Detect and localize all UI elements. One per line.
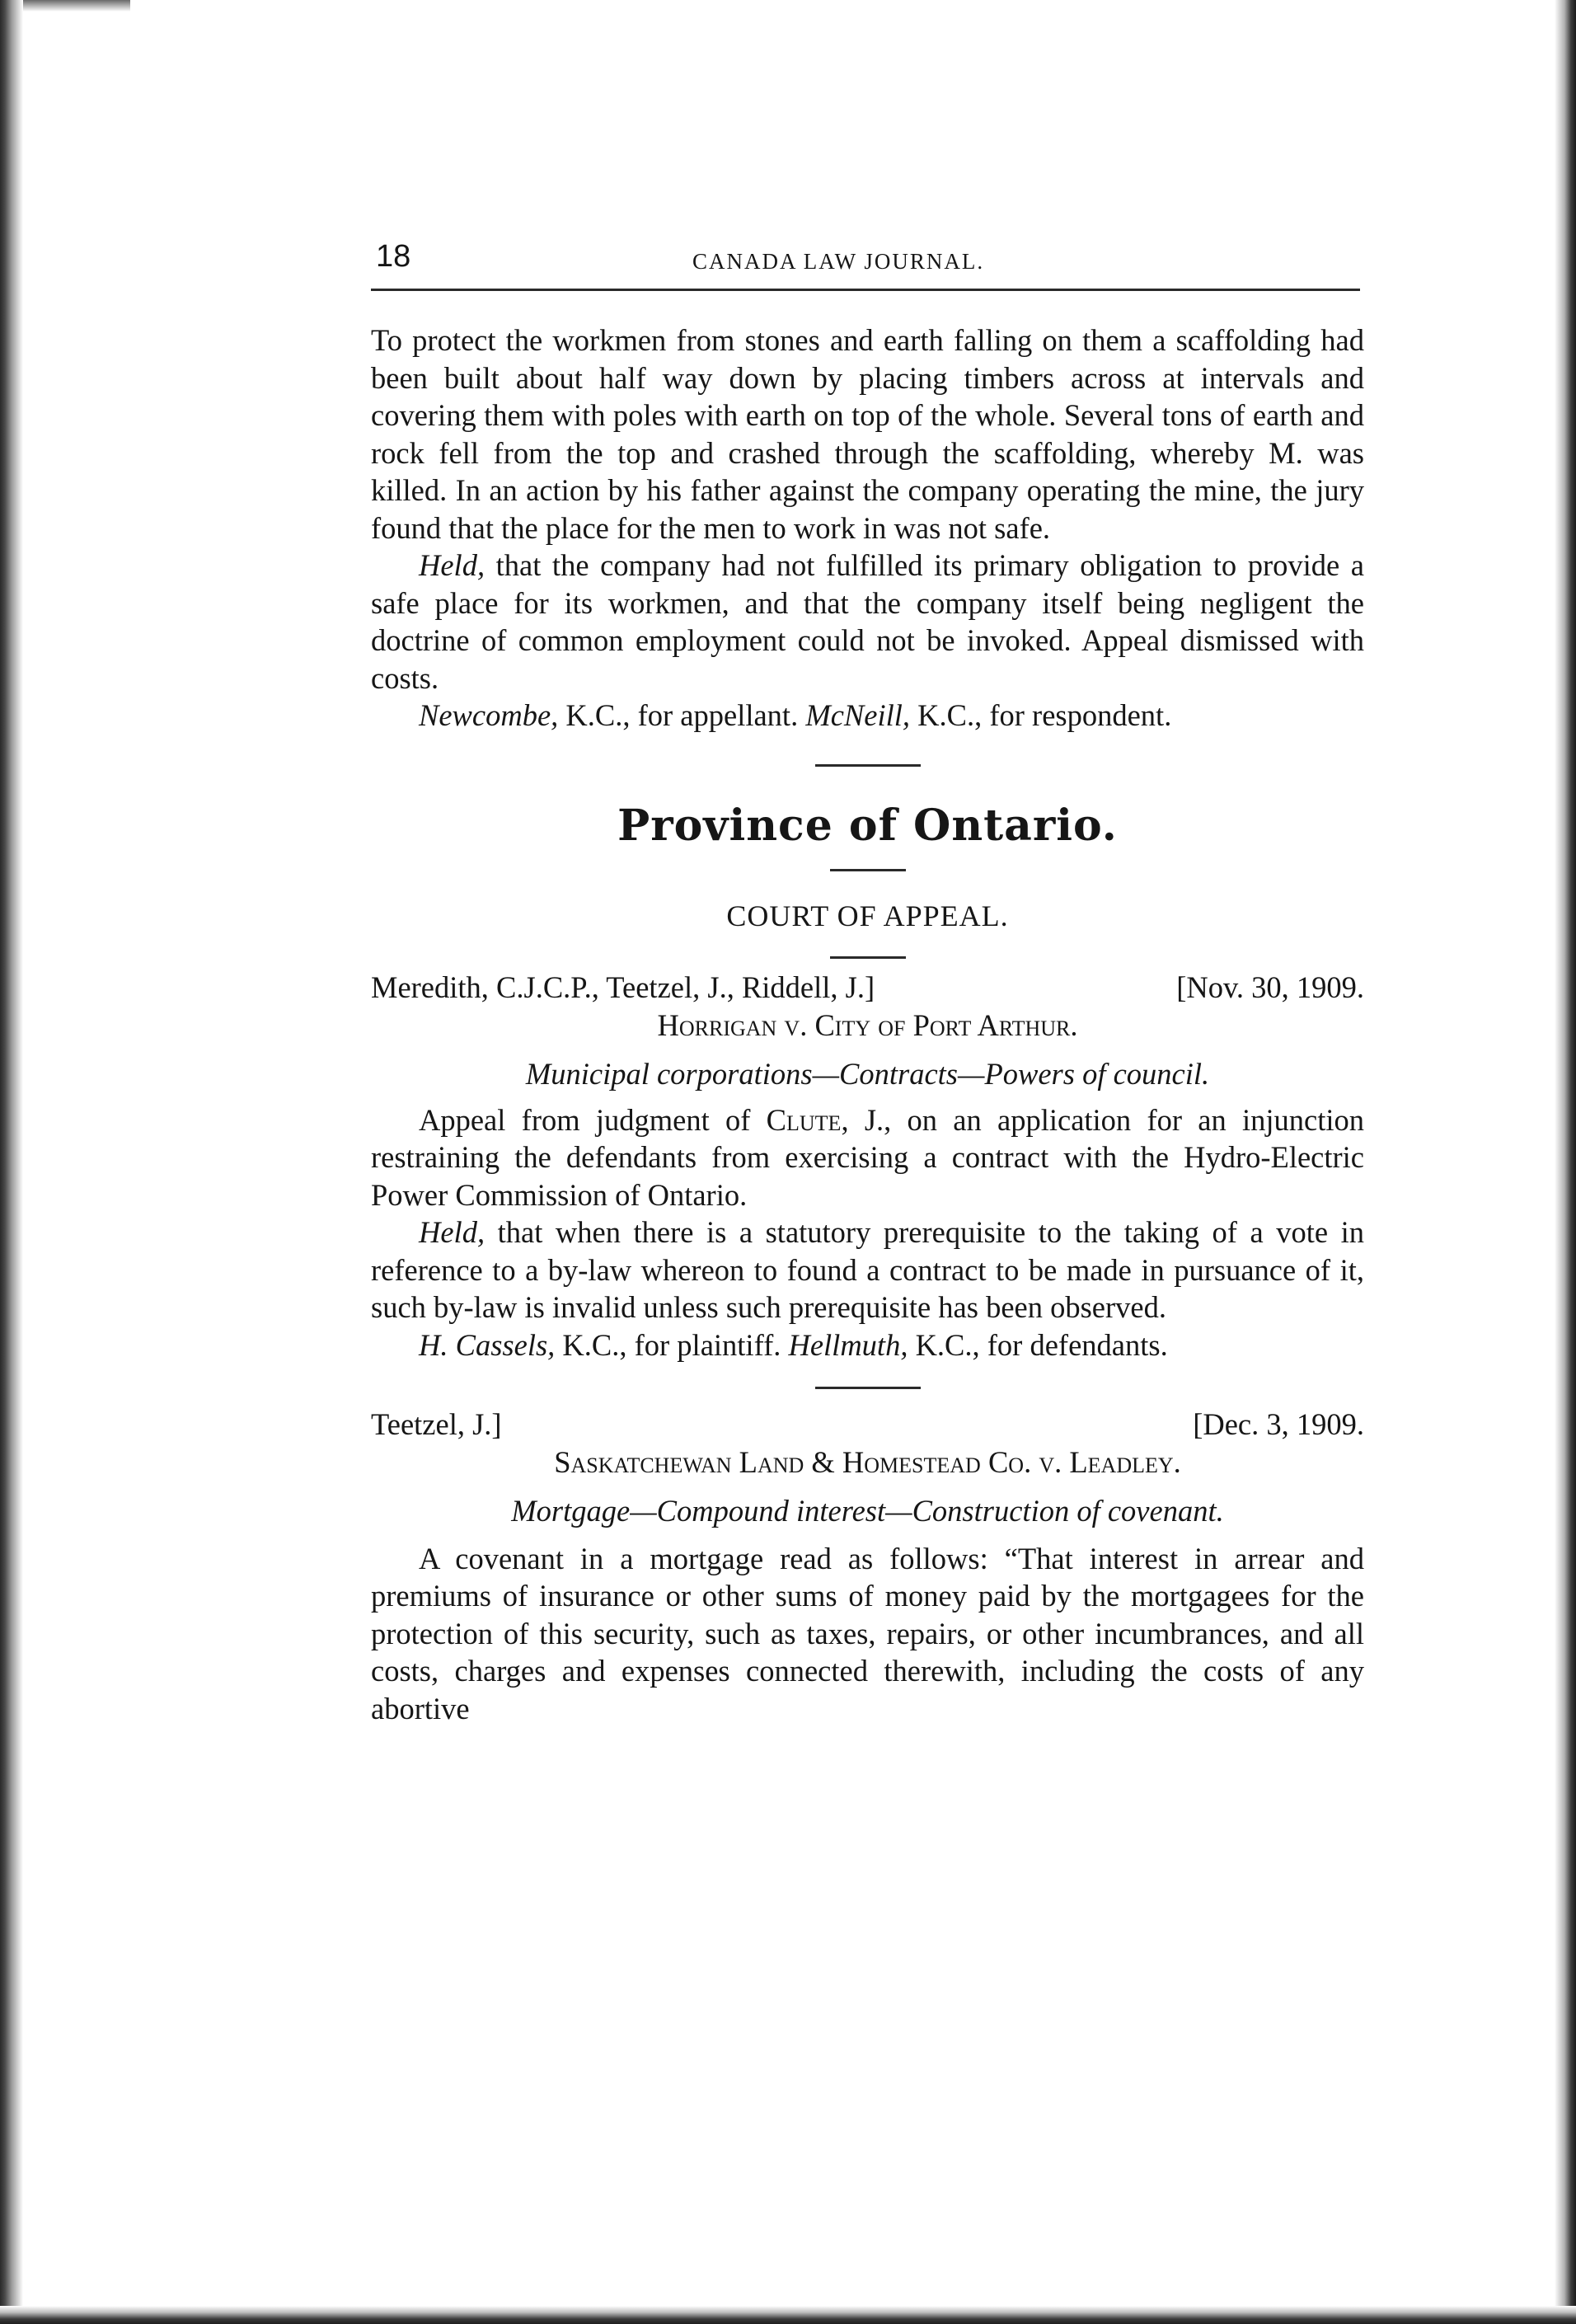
held-text: that when there is a statutory prerequisite to the taking of a vote in reference to a by-law whereon to found a contract to be made in pursuance of it, such by-law is invalid unless such prerequisite has been observed.	[371, 1215, 1364, 1324]
province-heading: Province of Ontario.	[617, 800, 1118, 851]
counsel-text: K.C., for appellant.	[558, 698, 806, 732]
case-2-title: Saskatchewan Land & Homestead Co. v. Leadley.	[554, 1444, 1181, 1479]
journal-title: CANADA LAW JOURNAL.	[692, 249, 985, 274]
counsel-name: H. Cassels,	[419, 1327, 556, 1362]
counsel-name: Newcombe,	[419, 698, 559, 732]
scan-edge-top	[23, 0, 130, 12]
case-2-paragraph: A covenant in a mortgage read as follows: “That interest in arrear and premiums of insurance or other sums of money paid by the mortgagees for the protection of this security, such as taxes, repairs, or other incumbrances, and all costs, charges and expenses connected therewith, including the costs of any abortive	[371, 1541, 1364, 1725]
counsel-text: K.C., for plaintiff.	[555, 1327, 789, 1362]
held-label: Held,	[419, 548, 485, 582]
scan-edge-left	[0, 0, 23, 2324]
counsel-text: K.C., for respondent.	[910, 698, 1172, 732]
scan-edge-bottom	[0, 2306, 1576, 2324]
header-rule	[371, 289, 1360, 291]
case-1-subject: Municipal corporations—Contracts—Powers of council.	[525, 1057, 1210, 1091]
continuation-counsel	[371, 697, 1364, 735]
case-1-judges: Meredith, C.J.C.P., Teetzel, J., Riddell, J.]	[371, 970, 875, 1004]
section-divider	[815, 1387, 921, 1389]
case-2-subject: Mortgage—Compound interest—Construction of covenant.	[511, 1494, 1224, 1528]
running-head	[371, 239, 1364, 289]
held-text: that the company had not fulfilled its primary obligation to provide a safe place for its workmen, and that the company itself being negligent the doctrine of common employment could not be invoked. Appeal dismissed with costs.	[371, 548, 1364, 695]
case-1-counsel	[371, 1326, 1364, 1364]
page-body	[371, 322, 1364, 1727]
case-1-judge-name: Clute	[766, 1102, 842, 1137]
case-1-header	[371, 969, 1364, 1007]
continuation-held-paragraph	[371, 547, 1364, 697]
case-1-title: Horrigan v. City of Port Arthur.	[657, 1007, 1078, 1042]
page-number: 18	[376, 239, 411, 274]
journal-page	[371, 239, 1364, 1727]
counsel-name: Hellmuth,	[788, 1327, 908, 1362]
scan-edge-right	[1555, 0, 1576, 2324]
continuation-paragraph: To protect the workmen from stones and earth falling on them a scaffolding had been built about half way down by placing timbers across at intervals and covering them with poles with earth on top of the whole. Several tons of earth and rock fell from the top and crashed through the scaffolding, whereby M. was killed. In an action by his father against the company operating the mine, the jury found that the place for the men to work in was not safe.	[371, 323, 1364, 545]
held-label: Held,	[419, 1215, 485, 1249]
case-1-held-paragraph	[371, 1214, 1364, 1326]
court-heading: COURT OF APPEAL.	[726, 899, 1009, 932]
counsel-name: McNeill,	[805, 698, 911, 732]
section-divider	[830, 869, 906, 871]
case-1-paragraph	[371, 1101, 1364, 1214]
case-2-date: [Dec. 3, 1909.	[1193, 1407, 1364, 1441]
case-2-header	[371, 1406, 1364, 1444]
section-divider	[830, 956, 906, 959]
counsel-text: K.C., for defendants.	[908, 1327, 1168, 1362]
case-2-judges: Teetzel, J.]	[371, 1407, 502, 1441]
section-divider	[815, 764, 921, 767]
case-1-text: Appeal from judgment of	[419, 1102, 767, 1137]
case-1-text: , J., on an application for an injunction restraining the defendants from exercising a contract with the Hydro-Electric Power Commission of Ontario.	[371, 1102, 1364, 1212]
case-1-date: [Nov. 30, 1909.	[1176, 970, 1364, 1004]
